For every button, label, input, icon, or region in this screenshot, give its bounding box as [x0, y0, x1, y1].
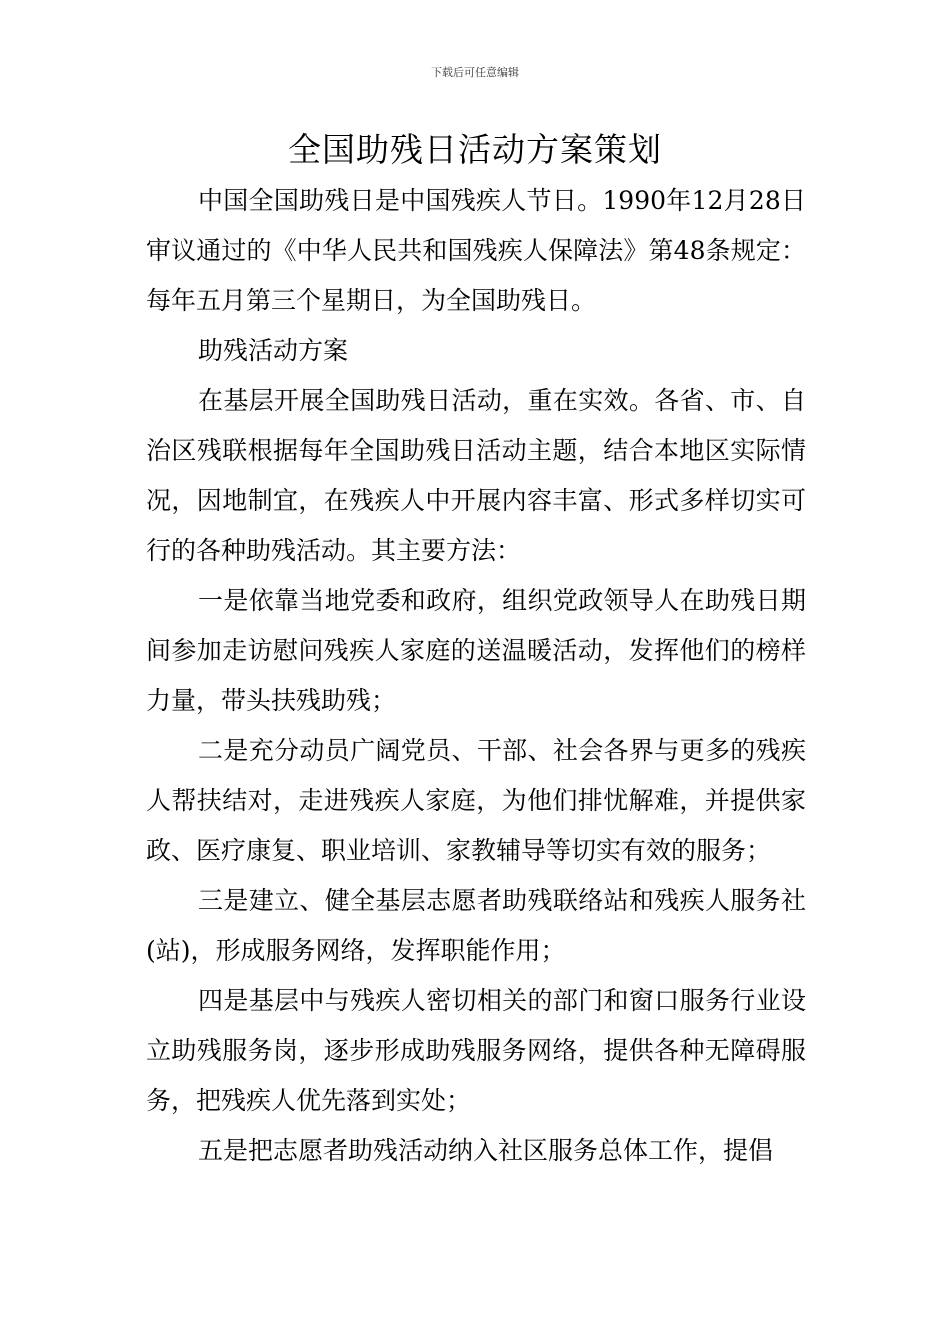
paragraph-method-1: 一是依靠当地党委和政府，组织党政领导人在助残日期间参加走访慰问残疾人家庭的送温暖活动，发挥他们的榜样力量，带头扶残助残； — [146, 586, 806, 715]
paragraph-method-5: 五是把志愿者助残活动纳入社区服务总体工作，提倡 — [198, 1136, 774, 1165]
page-header-note: 下载后可任意编辑 — [431, 66, 519, 79]
paragraph-method-3: 三是建立、健全基层志愿者助残联络站和残疾人服务社(站)，形成服务网络，发挥职能作用； — [146, 886, 806, 965]
paragraph-section-heading: 助残活动方案 — [198, 336, 349, 365]
paragraph-overview: 在基层开展全国助残日活动，重在实效。各省、市、自治区残联根据每年全国助残日活动主题，结合本地区实际情况，因地制宜，在残疾人中开展内容丰富、形式多样切实可行的各种助残活动。其主要方法： — [146, 386, 806, 565]
paragraph-method-2: 二是充分动员广阔党员、干部、社会各界与更多的残疾人帮扶结对，走进残疾人家庭，为他们排忧解难，并提供家政、医疗康复、职业培训、家教辅导等切实有效的服务； — [146, 736, 806, 865]
document-title: 全国助残日活动方案策划 — [288, 130, 662, 169]
paragraph-intro: 中国全国助残日是中国残疾人节日。1990年12月28日审议通过的《中华人民共和国残疾人保障法》第48条规定：每年五月第三个星期日，为全国助残日。 — [146, 186, 806, 315]
document-body — [146, 176, 806, 1176]
paragraph-method-4: 四是基层中与残疾人密切相关的部门和窗口服务行业设立助残服务岗，逐步形成助残服务网络，提供各种无障碍服务，把残疾人优先落到实处； — [146, 986, 806, 1115]
